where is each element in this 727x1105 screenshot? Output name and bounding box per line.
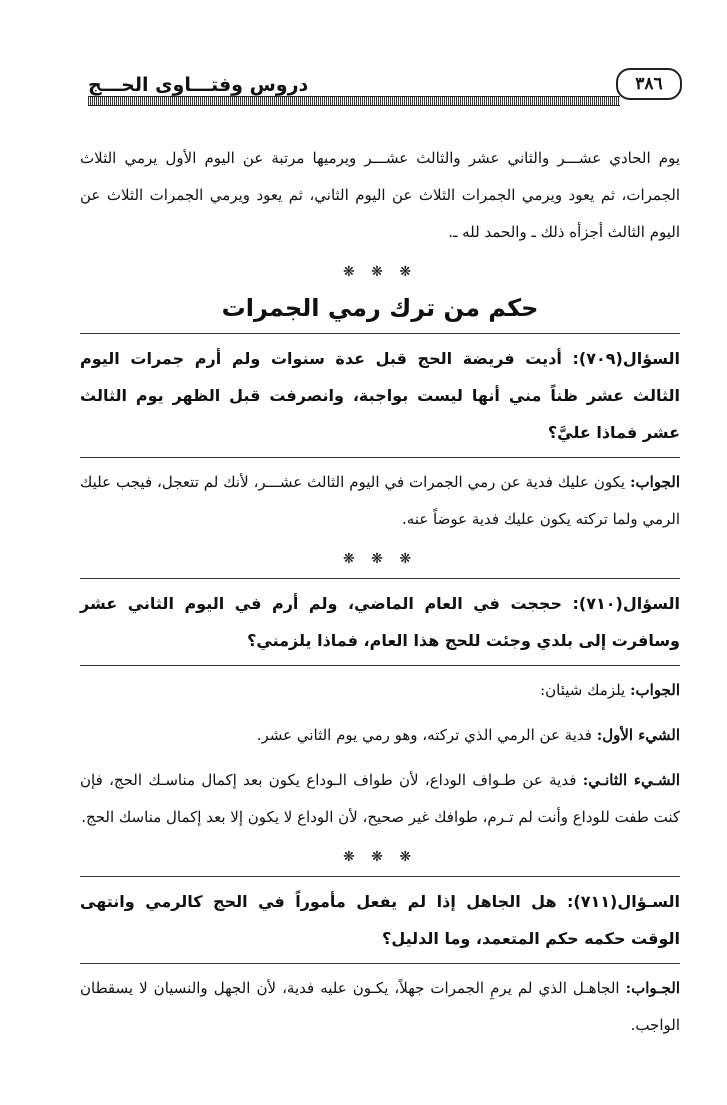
divider: [80, 665, 680, 666]
header-rule: [88, 96, 620, 106]
separator-stars: ❋ ❋ ❋: [342, 551, 418, 567]
answer-lead: الجواب:: [630, 681, 680, 699]
answer-lead: الجواب:: [630, 473, 680, 491]
answer-text: يلزمك شيئان:: [540, 681, 630, 699]
answer-lead: الجـواب:: [625, 979, 680, 997]
separator-stars: ❋ ❋ ❋: [342, 849, 418, 865]
first-thing-lead: الشيء الأول:: [596, 726, 680, 744]
second-thing-text: فدية عن طـواف الوداع، لأن طواف الـوداع يكون بعد إكمال مناسـك الحج، فإن كنت طفت للوداع وأنت لم تـرم، طوافك غير صحيح، لأن الوداع لا يكون إلا بعد إكمال مناسك الحج.: [80, 771, 680, 826]
section-title: حكم من ترك رمي الجمرات: [221, 294, 539, 322]
intro-paragraph: يوم الحادي عشـــر والثاني عشر والثالث عشـــر ويرميها مرتبة عن اليوم الأول يرمي الثلاث الجمرات، ثم يعود ويرمي الجمرات الثلاث عن اليوم الثاني، ثم يعود ويرمي الجمرات الثلاث عن اليوم الثالث أجزأه ذلك ـ والحمد لله ـ.: [80, 149, 680, 241]
divider: [80, 876, 680, 877]
page-header: [88, 66, 682, 106]
second-thing-lead: الشـيء الثانـي:: [582, 771, 680, 789]
page-body: [80, 140, 680, 1052]
first-thing-text: فدية عن الرمي الذي تركته، وهو رمي يوم الثاني عشر.: [256, 726, 597, 744]
separator-stars: ❋ ❋ ❋: [342, 264, 418, 280]
answer-text: الجاهـل الذي لم يرمِ الجمرات جهلاً، يكـون عليه فدية، لأن الجهل والنسيان لا يسقطان الواجب.: [80, 979, 680, 1034]
divider: [80, 963, 680, 964]
answer-710-first: [80, 717, 680, 754]
divider: [80, 457, 680, 458]
answer-710: [80, 672, 680, 709]
running-head: دروس وفتـــاوى الحـــج: [88, 74, 309, 96]
answer-text: يكون عليك فدية عن رمي الجمرات في اليوم الثالث عشـــر، لأنك لم تتعجل، فيجب عليك الرمي ولما تركته يكون عليك فدية عوضاً عنه.: [80, 473, 680, 528]
question-711: السـؤال(٧١١): هل الجاهل إذا لم يفعل مأموراً في الحج كالرمي وانتهى الوقت حكمه حكم المتعمد، وما الدليل؟: [80, 892, 680, 948]
divider: [80, 578, 680, 579]
question-710: السؤال(٧١٠): حججت في العام الماضي، ولم أرم في اليوم الثاني عشر وسافرت إلى بلدي وجئت للحج هذا العام، فماذا يلزمني؟: [80, 594, 680, 650]
answer-710-second: [80, 762, 680, 836]
divider: [80, 333, 680, 334]
question-709: السؤال(٧٠٩): أديت فريضة الحج قبل عدة سنوات ولم أرم جمرات اليوم الثالث عشر ظناً مني أنها ليست بواجبة، وانصرفت قبل الظهر يوم الثالث عشر فماذا عليَّ؟: [80, 349, 680, 442]
answer-711: [80, 970, 680, 1044]
answer-709: [80, 464, 680, 538]
page-number: ٣٨٦: [616, 68, 682, 100]
